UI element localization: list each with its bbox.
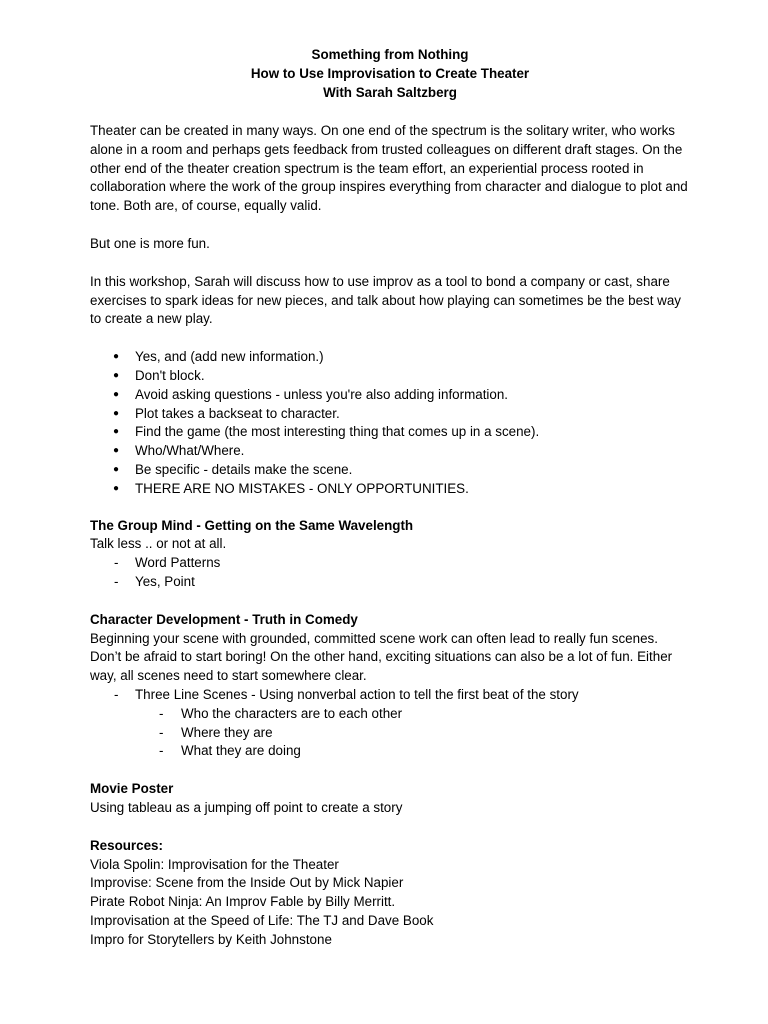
- list-item: - Word Patterns: [90, 554, 690, 573]
- fun-paragraph: But one is more fun.: [90, 235, 210, 251]
- list-item: ● Who/What/Where.: [90, 442, 690, 461]
- group-mind-list: [90, 554, 690, 592]
- list-item: ● THERE ARE NO MISTAKES - ONLY OPPORTUNITIES.: [90, 480, 690, 499]
- list-item: Improvisation at the Speed of Life: The TJ and Dave Book: [90, 912, 434, 928]
- document-title: [90, 45, 690, 102]
- list-item: ● Plot takes a backseat to character.: [90, 405, 690, 424]
- list-item: ● Find the game (the most interesting thing that comes up in a scene).: [90, 423, 690, 442]
- list-item: Impro for Storytellers by Keith Johnstone: [90, 931, 332, 947]
- list-item: - Who the characters are to each other: [90, 705, 690, 724]
- list-item: ● Yes, and (add new information.): [90, 348, 690, 367]
- resources-section: [90, 837, 690, 950]
- document-page: [90, 45, 690, 949]
- character-body: Beginning your scene with grounded, committed scene work can often lead to really fun scenes. Don’t be afraid to start boring! On the other hand, exciting situations can also be a lot of fun. Either way, all scenes need to start somewhere clear.: [90, 630, 673, 684]
- improv-rules-list: [90, 348, 690, 498]
- group-mind-section: [90, 517, 690, 592]
- group-mind-heading: The Group Mind - Getting on the Same Wavelength: [90, 517, 414, 533]
- character-heading: Character Development - Truth in Comedy: [90, 611, 358, 627]
- list-item: - Three Line Scenes - Using nonverbal action to tell the first beat of the story: [90, 686, 690, 705]
- list-item: Improvise: Scene from the Inside Out by Mick Napier: [90, 875, 404, 891]
- character-sublist: [90, 705, 690, 761]
- list-item: Viola Spolin: Improvisation for the Theater: [90, 856, 339, 872]
- list-item: ● Avoid asking questions - unless you're also adding information.: [90, 386, 690, 405]
- movie-poster-section: [90, 780, 690, 818]
- list-item: ● Be specific - details make the scene.: [90, 461, 690, 480]
- group-mind-line: Talk less .. or not at all.: [90, 536, 227, 552]
- list-item: - Yes, Point: [90, 573, 690, 592]
- title-line-3: With Sarah Saltzberg: [323, 85, 457, 100]
- movie-poster-line: Using tableau as a jumping off point to create a story: [90, 799, 403, 815]
- list-item: - Where they are: [90, 724, 690, 743]
- resources-heading: Resources:: [90, 837, 163, 853]
- workshop-paragraph: In this workshop, Sarah will discuss how to use improv as a tool to bond a company or cast, share exercises to spark ideas for new pieces, and talk about how playing can sometimes be the best way to create a new play.: [90, 273, 681, 327]
- title-line-1: Something from Nothing: [311, 47, 469, 62]
- character-section: [90, 611, 690, 761]
- movie-poster-heading: Movie Poster: [90, 781, 174, 797]
- character-list: [90, 686, 690, 705]
- list-item: ● Don't block.: [90, 367, 690, 386]
- list-item: Pirate Robot Ninja: An Improv Fable by Billy Merritt.: [90, 894, 396, 910]
- list-item: - What they are doing: [90, 742, 690, 761]
- title-line-2: How to Use Improvisation to Create Theater: [250, 66, 530, 81]
- intro-paragraph: Theater can be created in many ways. On one end of the spectrum is the solitary writer, who works alone in a room and perhaps gets feedback from trusted colleagues on different draft stages. On the other end of the theater creation spectrum is the team effort, an experiential process rooted in collaboration where the work of the group inspires everything from character and dialogue to plot and tone. Both are, of course, equally valid.: [90, 123, 688, 214]
